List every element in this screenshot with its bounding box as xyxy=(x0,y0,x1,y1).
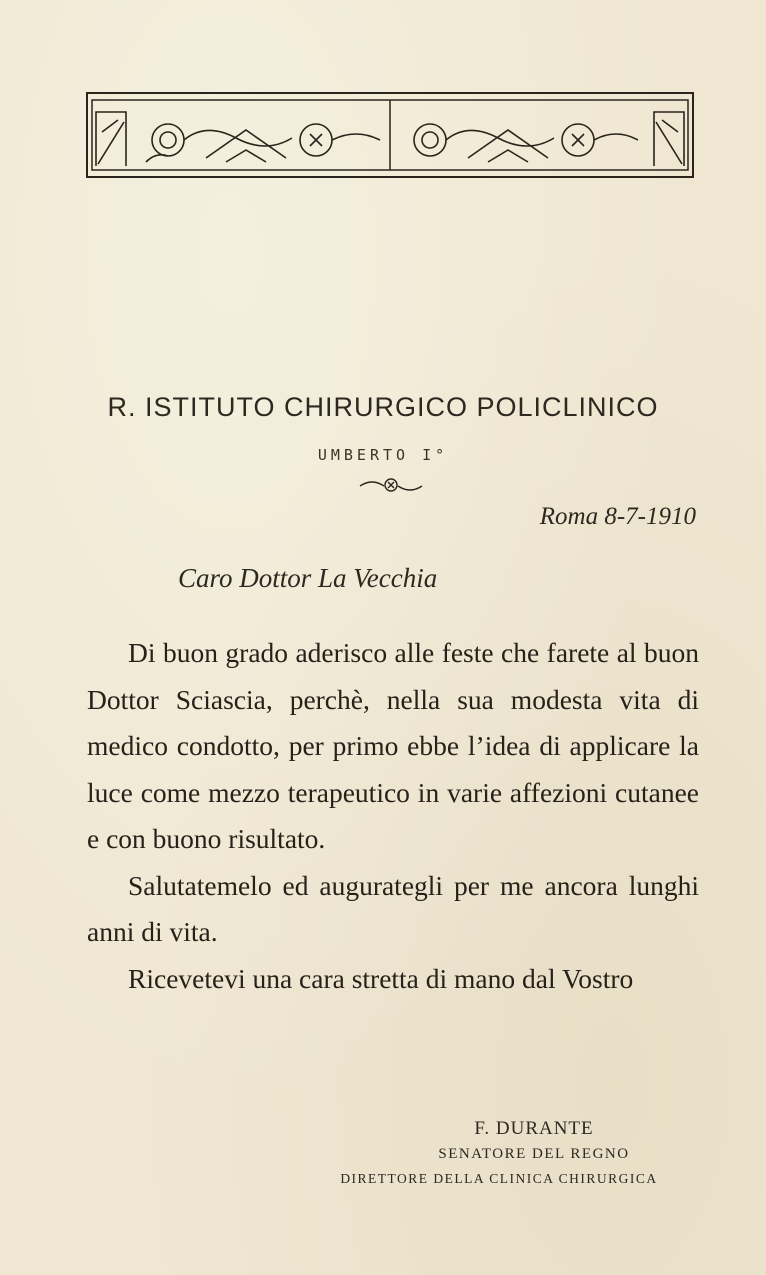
art-nouveau-border-icon xyxy=(86,92,694,178)
letter-paragraph: Salutatemelo ed augurategli per me ancora lunghi anni di vita. xyxy=(87,869,699,947)
signatory-name: F. DURANTE xyxy=(474,1118,594,1139)
letter-paragraph: Ricevetevi una cara stretta di mano dal Vostro xyxy=(128,962,634,994)
signature-block xyxy=(300,1118,698,1187)
letter-paragraph: Di buon grado aderisco alle feste che farete al buon Dottor Sciascia, perchè, nella sua modesta vita di medico condotto, per primo ebbe l’idea di applicare la luce come mezzo terapeutico in varie affezioni cutanee e con buono risultato. xyxy=(87,637,699,854)
signatory-title: SENATORE DEL REGNO xyxy=(438,1146,630,1162)
institution-name: R. ISTITUTO CHIRURGICO POLICLINICO xyxy=(107,392,659,422)
letter-body xyxy=(87,630,699,1002)
letter-salutation: Caro Dottor La Vecchia xyxy=(178,563,438,593)
signatory-position: DIRETTORE DELLA CLINICA CHIRURGICA xyxy=(340,1171,658,1186)
fleuron-divider-icon xyxy=(356,474,426,496)
institution-subtitle: UMBERTO I° xyxy=(317,446,449,464)
letter-date: Roma 8-7-1910 xyxy=(539,503,696,530)
